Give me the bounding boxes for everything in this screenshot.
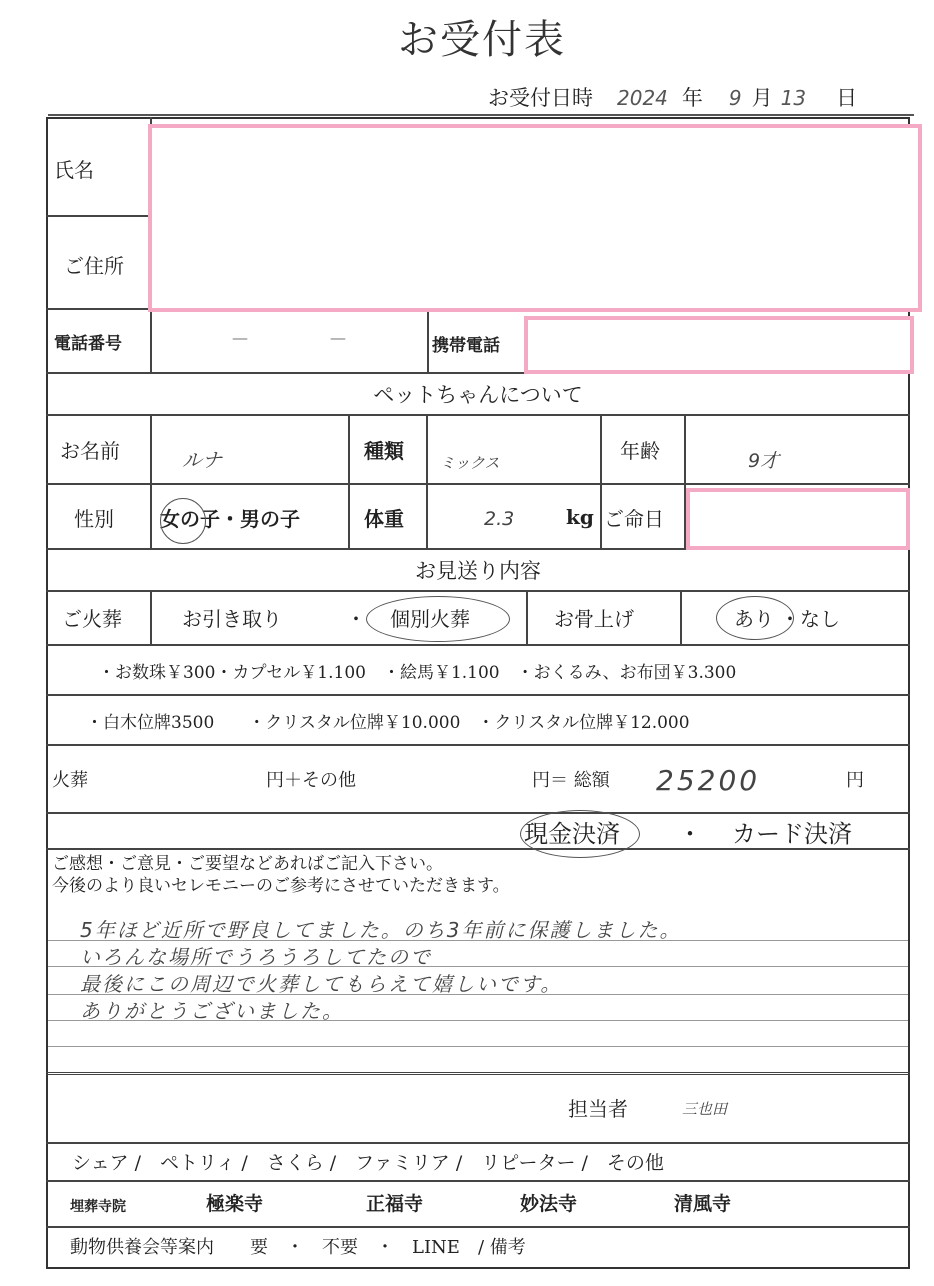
feedback-line[interactable]: ありがとうございました。 xyxy=(80,999,344,1023)
temple-option[interactable]: 清風寺 xyxy=(674,1192,732,1215)
phone-dash: — xyxy=(330,328,346,347)
phone-dash: — xyxy=(232,328,248,347)
pet-weight-label: 体重 xyxy=(364,506,404,531)
pet-sex-options[interactable]: 女の子・男の子 xyxy=(160,506,300,531)
pet-weight-value[interactable]: 2.3 xyxy=(484,508,515,530)
bone-label: お骨上げ xyxy=(554,606,634,631)
pet-age-value[interactable]: 9才 xyxy=(748,450,780,472)
pet-name-label: お名前 xyxy=(60,438,120,463)
referral-options[interactable]: シェア / ペトリィ / さくら / ファミリア / リピーター / その他 xyxy=(72,1151,664,1174)
divider xyxy=(46,1072,910,1075)
form-title: お受付表 xyxy=(398,17,566,63)
divider xyxy=(46,1142,910,1144)
cremation-sep: ・ xyxy=(346,606,366,631)
ruled-line xyxy=(48,1046,908,1047)
month-unit: 月 xyxy=(751,86,773,110)
date-label: お受付日時 xyxy=(488,86,593,110)
sex-selected-circle xyxy=(160,498,206,544)
bone-selected-circle xyxy=(716,596,794,640)
service-section-title: お見送り内容 xyxy=(415,559,541,583)
options-row-2: ・白木位牌3500 ・クリスタル位牌￥10.000 ・クリスタル位牌￥12.000 xyxy=(86,712,690,733)
payment-cash[interactable]: 現金決済 xyxy=(524,819,620,848)
pet-weight-unit: kg xyxy=(566,505,594,529)
date-year[interactable]: 2024 xyxy=(617,86,668,110)
payment-card[interactable]: カード決済 xyxy=(732,819,852,848)
mobile-label: 携帯電話 xyxy=(432,335,500,356)
total-value[interactable]: 25200 xyxy=(656,764,761,797)
divider xyxy=(426,414,428,548)
divider xyxy=(150,590,152,644)
pet-death-date-label: ご命日 xyxy=(604,506,664,531)
year-unit: 年 xyxy=(681,86,703,110)
options-row-1: ・お数珠￥300・カプセル￥1.100 ・絵馬￥1.100 ・おくるみ、お布団￥3.300 xyxy=(98,662,737,683)
feedback-prompt-2: 今後のより良いセレモニーのご参考にさせていただきます。 xyxy=(52,875,510,896)
pet-section-title: ペットちゃんについて xyxy=(373,383,583,407)
staff-label: 担当者 xyxy=(568,1096,628,1121)
date-month[interactable]: 9 xyxy=(728,86,742,110)
pet-name-value[interactable]: ルナ xyxy=(182,448,222,472)
temple-option[interactable]: 極楽寺 xyxy=(206,1192,264,1215)
phone-label: 電話番号 xyxy=(54,333,122,354)
divider xyxy=(46,483,910,485)
mobile-field[interactable] xyxy=(524,316,914,374)
divider xyxy=(680,590,682,644)
death-date-field[interactable] xyxy=(686,488,910,550)
feedback-line[interactable]: 最後にこの周辺で火葬してもらえて嬉しいです。 xyxy=(80,972,563,996)
name-address-field[interactable] xyxy=(148,124,922,312)
payment-sep: ・ xyxy=(678,819,702,848)
cremation-option-pickup[interactable]: お引き取り xyxy=(182,606,282,631)
total-yen-unit: 円 xyxy=(846,770,864,791)
phone-field[interactable] xyxy=(152,310,427,372)
temple-option[interactable]: 正福寺 xyxy=(366,1192,424,1215)
temple-option[interactable]: 妙法寺 xyxy=(520,1192,578,1215)
feedback-line[interactable]: 5年ほど近所で野良してました。のち3年前に保護しました。 xyxy=(80,918,682,942)
divider xyxy=(46,1180,910,1182)
divider xyxy=(46,1226,910,1228)
temple-label: 埋葬寺院 xyxy=(70,1199,126,1215)
cremation-selected-circle xyxy=(366,596,510,642)
divider xyxy=(427,308,429,372)
divider xyxy=(150,414,152,548)
pet-type-value[interactable]: ミックス xyxy=(440,454,500,472)
date-underline xyxy=(48,114,914,116)
cremation-option-individual[interactable]: 個別火葬 xyxy=(390,606,470,631)
divider xyxy=(46,644,910,646)
name-label: 氏名 xyxy=(54,157,94,182)
divider xyxy=(46,694,910,696)
feedback-prompt-1: ご感想・ご意見・ご要望などあればご記入下さい。 xyxy=(52,853,443,874)
bone-option-yes[interactable]: あり xyxy=(734,606,774,631)
feedback-line[interactable]: いろんな場所でうろうろしてたので xyxy=(80,945,432,969)
cremation-fee-label: 火葬 xyxy=(52,770,88,791)
address-label: ご住所 xyxy=(64,253,124,278)
day-unit: 日 xyxy=(836,86,858,110)
staff-value[interactable]: 三也田 xyxy=(682,1100,728,1118)
divider xyxy=(600,414,602,548)
pet-type-label: 種類 xyxy=(364,438,404,463)
bone-option-no[interactable]: ・なし xyxy=(780,606,840,631)
pet-age-label: 年齢 xyxy=(620,438,660,463)
reception-date xyxy=(488,82,857,112)
cremation-label: ご火葬 xyxy=(62,606,122,631)
memorial-info[interactable]: 動物供養会等案内 要 ・ 不要 ・ LINE / 備考 xyxy=(70,1237,526,1258)
divider xyxy=(46,744,910,746)
divider xyxy=(348,414,350,548)
payment-selected-circle xyxy=(520,810,640,858)
date-day[interactable]: 13 xyxy=(780,86,807,110)
divider xyxy=(46,215,150,217)
divider xyxy=(46,590,910,592)
divider xyxy=(46,414,910,416)
pet-sex-label: 性別 xyxy=(74,506,114,531)
total-label: 円＝ 総額 xyxy=(532,770,610,791)
divider xyxy=(526,590,528,644)
other-fee-label: 円＋その他 xyxy=(266,770,356,791)
